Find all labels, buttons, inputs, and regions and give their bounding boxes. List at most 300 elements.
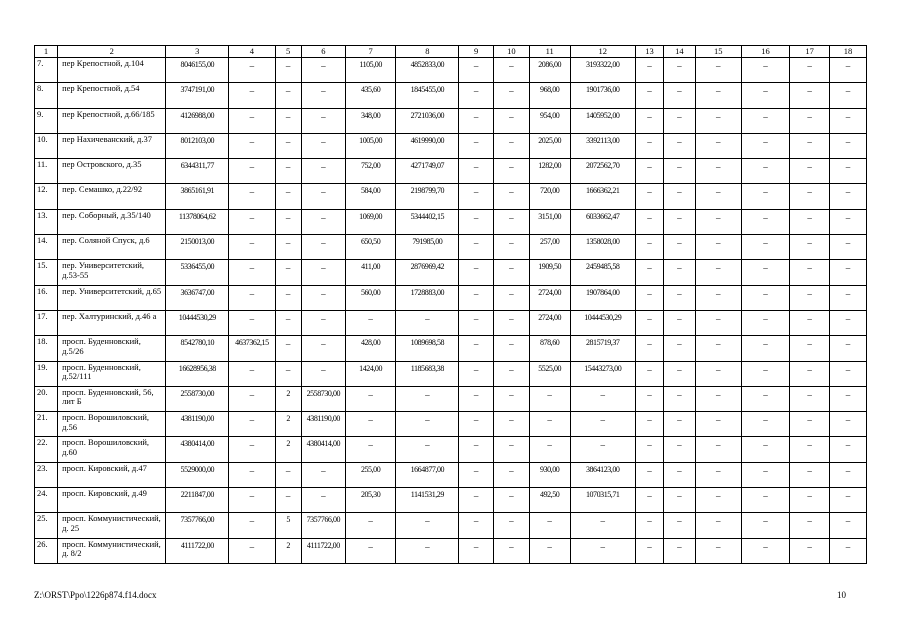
value-cell: 2 (275, 412, 301, 437)
empty-dash-cell: – (459, 108, 494, 133)
empty-dash-cell: – (301, 310, 345, 335)
empty-dash-cell: – (830, 159, 867, 184)
value-cell: 4111722,00 (166, 538, 229, 563)
table-row (35, 513, 867, 538)
empty-dash-cell: – (459, 412, 494, 437)
empty-dash-cell: – (790, 159, 830, 184)
empty-dash-cell: – (229, 133, 275, 158)
empty-dash-cell: – (493, 209, 529, 234)
column-header: 17 (790, 46, 830, 58)
value-cell: 7357766,00 (166, 513, 229, 538)
empty-dash-cell: – (229, 209, 275, 234)
empty-dash-cell: – (345, 386, 395, 411)
empty-dash-cell: – (493, 235, 529, 260)
empty-dash-cell: – (695, 133, 741, 158)
empty-dash-cell: – (741, 437, 789, 462)
value-cell: 2459485,58 (570, 260, 635, 285)
empty-dash-cell: – (695, 412, 741, 437)
address-cell: просп. Ворошиловский, д.56 (58, 412, 166, 437)
empty-dash-cell: – (570, 386, 635, 411)
value-cell: 11378064,62 (166, 209, 229, 234)
empty-dash-cell: – (275, 462, 301, 487)
empty-dash-cell: – (493, 260, 529, 285)
value-cell: 435,60 (345, 83, 395, 108)
value-cell: 968,00 (529, 83, 570, 108)
empty-dash-cell: – (830, 209, 867, 234)
column-header: 6 (301, 46, 345, 58)
value-cell: 1424,00 (345, 361, 395, 386)
value-cell: 4637362,15 (229, 336, 275, 361)
empty-dash-cell: – (695, 437, 741, 462)
value-cell: 1070315,71 (570, 488, 635, 513)
empty-dash-cell: – (741, 513, 789, 538)
value-cell: 2198799,70 (396, 184, 459, 209)
empty-dash-cell: – (830, 437, 867, 462)
value-cell: 2211847,00 (166, 488, 229, 513)
table-row (35, 437, 867, 462)
table-row (35, 462, 867, 487)
empty-dash-cell: – (664, 159, 696, 184)
empty-dash-cell: – (635, 488, 663, 513)
empty-dash-cell: – (635, 58, 663, 83)
empty-dash-cell: – (664, 235, 696, 260)
value-cell: 1005,00 (345, 133, 395, 158)
empty-dash-cell: – (741, 83, 789, 108)
empty-dash-cell: – (459, 361, 494, 386)
value-cell: 6033662,47 (570, 209, 635, 234)
value-cell: 1907864,00 (570, 285, 635, 310)
value-cell: 930,00 (529, 462, 570, 487)
empty-dash-cell: – (459, 235, 494, 260)
empty-dash-cell: – (459, 437, 494, 462)
value-cell: 584,00 (345, 184, 395, 209)
empty-dash-cell: – (570, 538, 635, 563)
row-number-cell: 9. (35, 108, 58, 133)
empty-dash-cell: – (570, 437, 635, 462)
column-header: 2 (58, 46, 166, 58)
empty-dash-cell: – (635, 133, 663, 158)
value-cell: 3193322,00 (570, 58, 635, 83)
empty-dash-cell: – (695, 538, 741, 563)
empty-dash-cell: – (529, 513, 570, 538)
value-cell: 2558730,00 (166, 386, 229, 411)
empty-dash-cell: – (229, 437, 275, 462)
empty-dash-cell: – (301, 184, 345, 209)
empty-dash-cell: – (664, 184, 696, 209)
empty-dash-cell: – (301, 285, 345, 310)
empty-dash-cell: – (790, 235, 830, 260)
empty-dash-cell: – (229, 412, 275, 437)
empty-dash-cell: – (493, 133, 529, 158)
value-cell: 720,00 (529, 184, 570, 209)
empty-dash-cell: – (229, 235, 275, 260)
value-cell: 8542780,10 (166, 336, 229, 361)
empty-dash-cell: – (664, 310, 696, 335)
value-cell: 2025,00 (529, 133, 570, 158)
table-row (35, 235, 867, 260)
empty-dash-cell: – (493, 159, 529, 184)
empty-dash-cell: – (664, 386, 696, 411)
column-header: 3 (166, 46, 229, 58)
empty-dash-cell: – (229, 159, 275, 184)
empty-dash-cell: – (459, 209, 494, 234)
column-header: 8 (396, 46, 459, 58)
empty-dash-cell: – (301, 58, 345, 83)
empty-dash-cell: – (301, 133, 345, 158)
empty-dash-cell: – (664, 209, 696, 234)
value-cell: 2072562,70 (570, 159, 635, 184)
column-header: 1 (35, 46, 58, 58)
empty-dash-cell: – (275, 310, 301, 335)
value-cell: 15443273,00 (570, 361, 635, 386)
empty-dash-cell: – (229, 184, 275, 209)
value-cell: 6344311,77 (166, 159, 229, 184)
empty-dash-cell: – (695, 235, 741, 260)
empty-dash-cell: – (790, 310, 830, 335)
table-row (35, 159, 867, 184)
empty-dash-cell: – (275, 285, 301, 310)
table-row (35, 310, 867, 335)
empty-dash-cell: – (275, 184, 301, 209)
row-number-cell: 18. (35, 336, 58, 361)
row-number-cell: 7. (35, 58, 58, 83)
value-cell: 4126988,00 (166, 108, 229, 133)
value-cell: 492,50 (529, 488, 570, 513)
empty-dash-cell: – (830, 462, 867, 487)
empty-dash-cell: – (275, 235, 301, 260)
empty-dash-cell: – (529, 538, 570, 563)
table-row (35, 133, 867, 158)
empty-dash-cell: – (493, 310, 529, 335)
empty-dash-cell: – (830, 285, 867, 310)
header-row (35, 46, 867, 58)
empty-dash-cell: – (529, 386, 570, 411)
value-cell: 1845455,00 (396, 83, 459, 108)
empty-dash-cell: – (229, 285, 275, 310)
value-cell: 650,50 (345, 235, 395, 260)
empty-dash-cell: – (459, 133, 494, 158)
value-cell: 2815719,37 (570, 336, 635, 361)
empty-dash-cell: – (301, 361, 345, 386)
value-cell: 1069,00 (345, 209, 395, 234)
empty-dash-cell: – (830, 386, 867, 411)
value-cell: 4381190,00 (301, 412, 345, 437)
value-cell: 791985,00 (396, 235, 459, 260)
value-cell: 5336455,00 (166, 260, 229, 285)
empty-dash-cell: – (830, 412, 867, 437)
empty-dash-cell: – (493, 437, 529, 462)
value-cell: 2558730,00 (301, 386, 345, 411)
data-table (34, 45, 867, 564)
empty-dash-cell: – (635, 260, 663, 285)
empty-dash-cell: – (695, 108, 741, 133)
empty-dash-cell: – (529, 412, 570, 437)
empty-dash-cell: – (459, 83, 494, 108)
empty-dash-cell: – (635, 437, 663, 462)
row-number-cell: 8. (35, 83, 58, 108)
column-header: 13 (635, 46, 663, 58)
empty-dash-cell: – (830, 260, 867, 285)
empty-dash-cell: – (664, 361, 696, 386)
empty-dash-cell: – (664, 412, 696, 437)
empty-dash-cell: – (830, 108, 867, 133)
value-cell: 8046155,00 (166, 58, 229, 83)
empty-dash-cell: – (459, 538, 494, 563)
value-cell: 560,00 (345, 285, 395, 310)
value-cell: 752,00 (345, 159, 395, 184)
value-cell: 1664877,00 (396, 462, 459, 487)
row-number-cell: 16. (35, 285, 58, 310)
address-cell: просп. Ворошиловский, д.60 (58, 437, 166, 462)
empty-dash-cell: – (459, 488, 494, 513)
empty-dash-cell: – (664, 488, 696, 513)
value-cell: 10444530,29 (166, 310, 229, 335)
empty-dash-cell: – (664, 538, 696, 563)
empty-dash-cell: – (741, 108, 789, 133)
value-cell: 257,00 (529, 235, 570, 260)
empty-dash-cell: – (396, 386, 459, 411)
column-header: 14 (664, 46, 696, 58)
empty-dash-cell: – (275, 159, 301, 184)
address-cell: пер. Соборный, д.35/140 (58, 209, 166, 234)
empty-dash-cell: – (229, 310, 275, 335)
empty-dash-cell: – (790, 462, 830, 487)
empty-dash-cell: – (493, 336, 529, 361)
empty-dash-cell: – (790, 538, 830, 563)
empty-dash-cell: – (635, 285, 663, 310)
value-cell: 2150013,00 (166, 235, 229, 260)
value-cell: 5344402,15 (396, 209, 459, 234)
empty-dash-cell: – (275, 83, 301, 108)
empty-dash-cell: – (229, 260, 275, 285)
value-cell: 2086,00 (529, 58, 570, 83)
value-cell: 428,00 (345, 336, 395, 361)
address-cell: просп. Кировский, д.49 (58, 488, 166, 513)
empty-dash-cell: – (635, 361, 663, 386)
empty-dash-cell: – (741, 310, 789, 335)
row-number-cell: 20. (35, 386, 58, 411)
row-number-cell: 21. (35, 412, 58, 437)
empty-dash-cell: – (664, 462, 696, 487)
empty-dash-cell: – (493, 83, 529, 108)
empty-dash-cell: – (493, 513, 529, 538)
row-number-cell: 19. (35, 361, 58, 386)
empty-dash-cell: – (741, 412, 789, 437)
empty-dash-cell: – (830, 133, 867, 158)
empty-dash-cell: – (635, 83, 663, 108)
empty-dash-cell: – (741, 285, 789, 310)
empty-dash-cell: – (741, 538, 789, 563)
empty-dash-cell: – (695, 285, 741, 310)
value-cell: 1185683,38 (396, 361, 459, 386)
empty-dash-cell: – (570, 513, 635, 538)
address-cell: просп. Кировский, д.47 (58, 462, 166, 487)
empty-dash-cell: – (790, 513, 830, 538)
table-row (35, 285, 867, 310)
empty-dash-cell: – (695, 83, 741, 108)
empty-dash-cell: – (635, 209, 663, 234)
empty-dash-cell: – (345, 412, 395, 437)
empty-dash-cell: – (664, 285, 696, 310)
column-header: 5 (275, 46, 301, 58)
empty-dash-cell: – (830, 538, 867, 563)
empty-dash-cell: – (790, 336, 830, 361)
value-cell: 2876969,42 (396, 260, 459, 285)
empty-dash-cell: – (635, 108, 663, 133)
empty-dash-cell: – (229, 488, 275, 513)
empty-dash-cell: – (695, 260, 741, 285)
empty-dash-cell: – (741, 58, 789, 83)
value-cell: 5525,00 (529, 361, 570, 386)
empty-dash-cell: – (301, 83, 345, 108)
empty-dash-cell: – (664, 260, 696, 285)
address-cell: пер. Халтуринский, д.46 а (58, 310, 166, 335)
empty-dash-cell: – (741, 462, 789, 487)
empty-dash-cell: – (695, 159, 741, 184)
table-row (35, 184, 867, 209)
empty-dash-cell: – (790, 133, 830, 158)
empty-dash-cell: – (493, 386, 529, 411)
value-cell: 4111722,00 (301, 538, 345, 563)
empty-dash-cell: – (229, 108, 275, 133)
empty-dash-cell: – (345, 437, 395, 462)
row-number-cell: 10. (35, 133, 58, 158)
empty-dash-cell: – (741, 159, 789, 184)
empty-dash-cell: – (459, 159, 494, 184)
empty-dash-cell: – (635, 184, 663, 209)
empty-dash-cell: – (459, 386, 494, 411)
address-cell: пер Крепостной, д.54 (58, 83, 166, 108)
address-cell: пер. Соляной Спуск, д.6 (58, 235, 166, 260)
value-cell: 3636747,00 (166, 285, 229, 310)
empty-dash-cell: – (664, 513, 696, 538)
empty-dash-cell: – (635, 235, 663, 260)
empty-dash-cell: – (635, 538, 663, 563)
value-cell: 2724,00 (529, 285, 570, 310)
empty-dash-cell: – (459, 260, 494, 285)
table-row (35, 58, 867, 83)
empty-dash-cell: – (830, 184, 867, 209)
empty-dash-cell: – (493, 538, 529, 563)
empty-dash-cell: – (664, 437, 696, 462)
empty-dash-cell: – (301, 260, 345, 285)
empty-dash-cell: – (635, 310, 663, 335)
empty-dash-cell: – (493, 412, 529, 437)
address-cell: просп. Буденновский, д.52/111 (58, 361, 166, 386)
empty-dash-cell: – (695, 209, 741, 234)
table-row (35, 83, 867, 108)
row-number-cell: 26. (35, 538, 58, 563)
value-cell: 3747191,00 (166, 83, 229, 108)
column-header: 11 (529, 46, 570, 58)
table-row (35, 361, 867, 386)
empty-dash-cell: – (229, 386, 275, 411)
value-cell: 3865161,91 (166, 184, 229, 209)
value-cell: 8012103,00 (166, 133, 229, 158)
empty-dash-cell: – (493, 108, 529, 133)
row-number-cell: 11. (35, 159, 58, 184)
value-cell: 4852833,00 (396, 58, 459, 83)
empty-dash-cell: – (830, 488, 867, 513)
value-cell: 2 (275, 386, 301, 411)
empty-dash-cell: – (664, 108, 696, 133)
empty-dash-cell: – (275, 108, 301, 133)
value-cell: 2721036,00 (396, 108, 459, 133)
empty-dash-cell: – (741, 184, 789, 209)
table-row (35, 336, 867, 361)
empty-dash-cell: – (570, 412, 635, 437)
column-header: 18 (830, 46, 867, 58)
empty-dash-cell: – (459, 513, 494, 538)
empty-dash-cell: – (301, 336, 345, 361)
empty-dash-cell: – (493, 58, 529, 83)
empty-dash-cell: – (396, 310, 459, 335)
value-cell: 348,00 (345, 108, 395, 133)
address-cell: просп. Буденновский, д.5/26 (58, 336, 166, 361)
address-cell: пер Крепостной, д.66/185 (58, 108, 166, 133)
empty-dash-cell: – (790, 488, 830, 513)
empty-dash-cell: – (396, 412, 459, 437)
value-cell: 1105,00 (345, 58, 395, 83)
value-cell: 954,00 (529, 108, 570, 133)
empty-dash-cell: – (493, 184, 529, 209)
empty-dash-cell: – (396, 437, 459, 462)
empty-dash-cell: – (790, 209, 830, 234)
empty-dash-cell: – (664, 83, 696, 108)
row-number-cell: 24. (35, 488, 58, 513)
address-cell: пер. Университетский, д.65 (58, 285, 166, 310)
empty-dash-cell: – (459, 184, 494, 209)
empty-dash-cell: – (830, 235, 867, 260)
empty-dash-cell: – (790, 58, 830, 83)
value-cell: 1405952,00 (570, 108, 635, 133)
empty-dash-cell: – (695, 361, 741, 386)
value-cell: 10444530,29 (570, 310, 635, 335)
empty-dash-cell: – (830, 336, 867, 361)
value-cell: 3864123,00 (570, 462, 635, 487)
table-row (35, 538, 867, 563)
empty-dash-cell: – (695, 310, 741, 335)
empty-dash-cell: – (229, 462, 275, 487)
empty-dash-cell: – (830, 310, 867, 335)
value-cell: 411,00 (345, 260, 395, 285)
address-cell: пер. Семашко, д.22/92 (58, 184, 166, 209)
row-number-cell: 17. (35, 310, 58, 335)
column-header: 12 (570, 46, 635, 58)
empty-dash-cell: – (635, 513, 663, 538)
table-row (35, 386, 867, 411)
value-cell: 1089698,58 (396, 336, 459, 361)
empty-dash-cell: – (301, 209, 345, 234)
column-header: 10 (493, 46, 529, 58)
empty-dash-cell: – (790, 437, 830, 462)
value-cell: 1901736,00 (570, 83, 635, 108)
row-number-cell: 14. (35, 235, 58, 260)
empty-dash-cell: – (695, 513, 741, 538)
value-cell: 16628956,38 (166, 361, 229, 386)
empty-dash-cell: – (830, 361, 867, 386)
empty-dash-cell: – (790, 260, 830, 285)
empty-dash-cell: – (635, 336, 663, 361)
table-row (35, 488, 867, 513)
empty-dash-cell: – (635, 412, 663, 437)
address-cell: просп. Буденновский, 56, лит Б (58, 386, 166, 411)
empty-dash-cell: – (695, 488, 741, 513)
value-cell: 2 (275, 437, 301, 462)
table-body (35, 58, 867, 564)
empty-dash-cell: – (459, 58, 494, 83)
empty-dash-cell: – (635, 462, 663, 487)
